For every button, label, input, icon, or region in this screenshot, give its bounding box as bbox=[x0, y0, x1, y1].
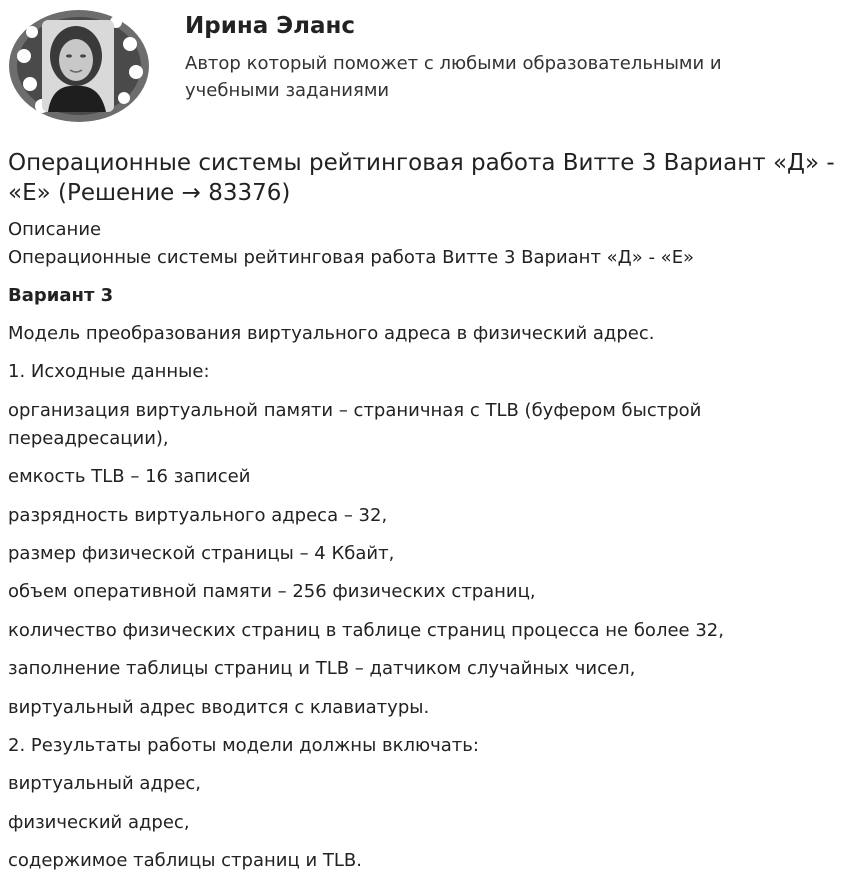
paragraph: содержимое таблицы страниц и TLB. bbox=[8, 850, 362, 872]
author-avatar bbox=[6, 6, 152, 126]
paragraph: виртуальный адрес, bbox=[8, 773, 202, 795]
paragraph: виртуальный адрес вводится с клавиатуры. bbox=[8, 696, 430, 718]
author-name[interactable]: Ирина Эланс bbox=[185, 13, 356, 39]
description-text: Операционные системы рейтинговая работа Витте 3 Вариант «Д» - «Е» bbox=[8, 247, 695, 268]
paragraph: размер физической страницы – 4 Кбайт, bbox=[8, 542, 395, 564]
author-header bbox=[0, 0, 847, 130]
author-bio: Автор который поможет с любыми образовательными и учебными заданиями bbox=[185, 53, 722, 101]
paragraph: объем оперативной памяти – 256 физических страниц, bbox=[8, 581, 536, 603]
paragraph: количество физических страниц в таблице страниц процесса не более 32, bbox=[8, 619, 724, 641]
document-title: Операционные системы рейтинговая работа Витте 3 Вариант «Д» - «Е» (Решение → 83376) bbox=[8, 150, 835, 206]
description-label: Описание bbox=[8, 219, 102, 240]
paragraph: организация виртуальной памяти – страничная с TLB (буфером быстрой переадресации), bbox=[8, 399, 702, 449]
document-body bbox=[8, 148, 838, 885]
paragraph: 2. Результаты работы модели должны включать: bbox=[8, 734, 479, 756]
paragraph: разрядность виртуального адреса – 32, bbox=[8, 504, 388, 526]
paragraph: физический адрес, bbox=[8, 811, 190, 833]
paragraph: заполнение таблицы страниц и TLB – датчиком случайных чисел, bbox=[8, 658, 636, 680]
variant-heading: Вариант 3 bbox=[8, 285, 114, 306]
paragraph: 1. Исходные данные: bbox=[8, 361, 210, 383]
paragraph: емкость TLB – 16 записей bbox=[8, 466, 251, 488]
paragraph: Модель преобразования виртуального адреса в физический адрес. bbox=[8, 323, 655, 344]
